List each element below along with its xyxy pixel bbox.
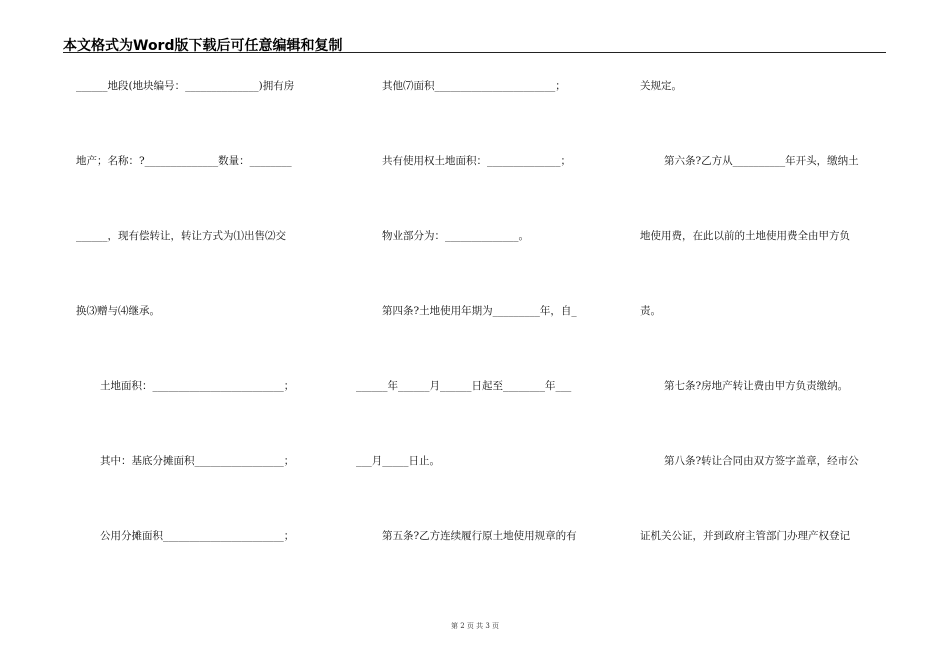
page-number: 第 2 页 共 3 页 [450, 622, 500, 630]
text-line: 公用分摊面积_______________________； [100, 530, 295, 542]
text-line: ______地段(地块编号：______________)拥有房 [76, 80, 295, 92]
text-line: 地使用费，在此以前的土地使用费全由甲方负 [640, 230, 850, 242]
text-line: ______年______月______日起至________年___ [356, 380, 572, 392]
text-line: 第六条?乙方从__________年开头，缴纳土 [664, 155, 859, 167]
text-line: 第八条?转让合同由双方签字盖章，经市公 [664, 455, 859, 467]
text-line: 关规定。 [640, 80, 682, 92]
text-line: 其中：基底分摊面积_________________； [100, 455, 295, 467]
text-line: 其他⑺面积_______________________； [382, 80, 566, 92]
text-column-1 [76, 0, 326, 672]
document-header-title: 本文格式为Word版下载后可任意编辑和复制 [63, 38, 343, 54]
text-column-3 [640, 0, 886, 672]
text-line: 责。 [640, 305, 661, 317]
text-line: 地产；名称：?______________数量：________ [76, 155, 292, 167]
text-line: 物业部分为：______________。 [382, 230, 529, 242]
text-line: 证机关公证，并到政府主管部门办理产权登记 [640, 530, 850, 542]
text-line: 土地面积：_________________________； [100, 380, 295, 392]
text-line: 共有使用权土地面积：______________； [382, 155, 571, 167]
text-line: 第五条?乙方连续履行原土地使用规章的有 [382, 530, 577, 542]
text-line: ______，现有偿转让，转让方式为⑴出售⑵交 [76, 230, 286, 242]
text-line: ___月_____日止。 [356, 455, 440, 467]
text-line: 第四条?土地使用年期为_________年，自_ [382, 305, 577, 317]
text-line: 第七条?房地产转让费由甲方负责缴纳。 [664, 380, 849, 392]
text-column-2 [356, 0, 608, 672]
text-line: 换⑶赠与⑷继承。 [76, 305, 160, 317]
